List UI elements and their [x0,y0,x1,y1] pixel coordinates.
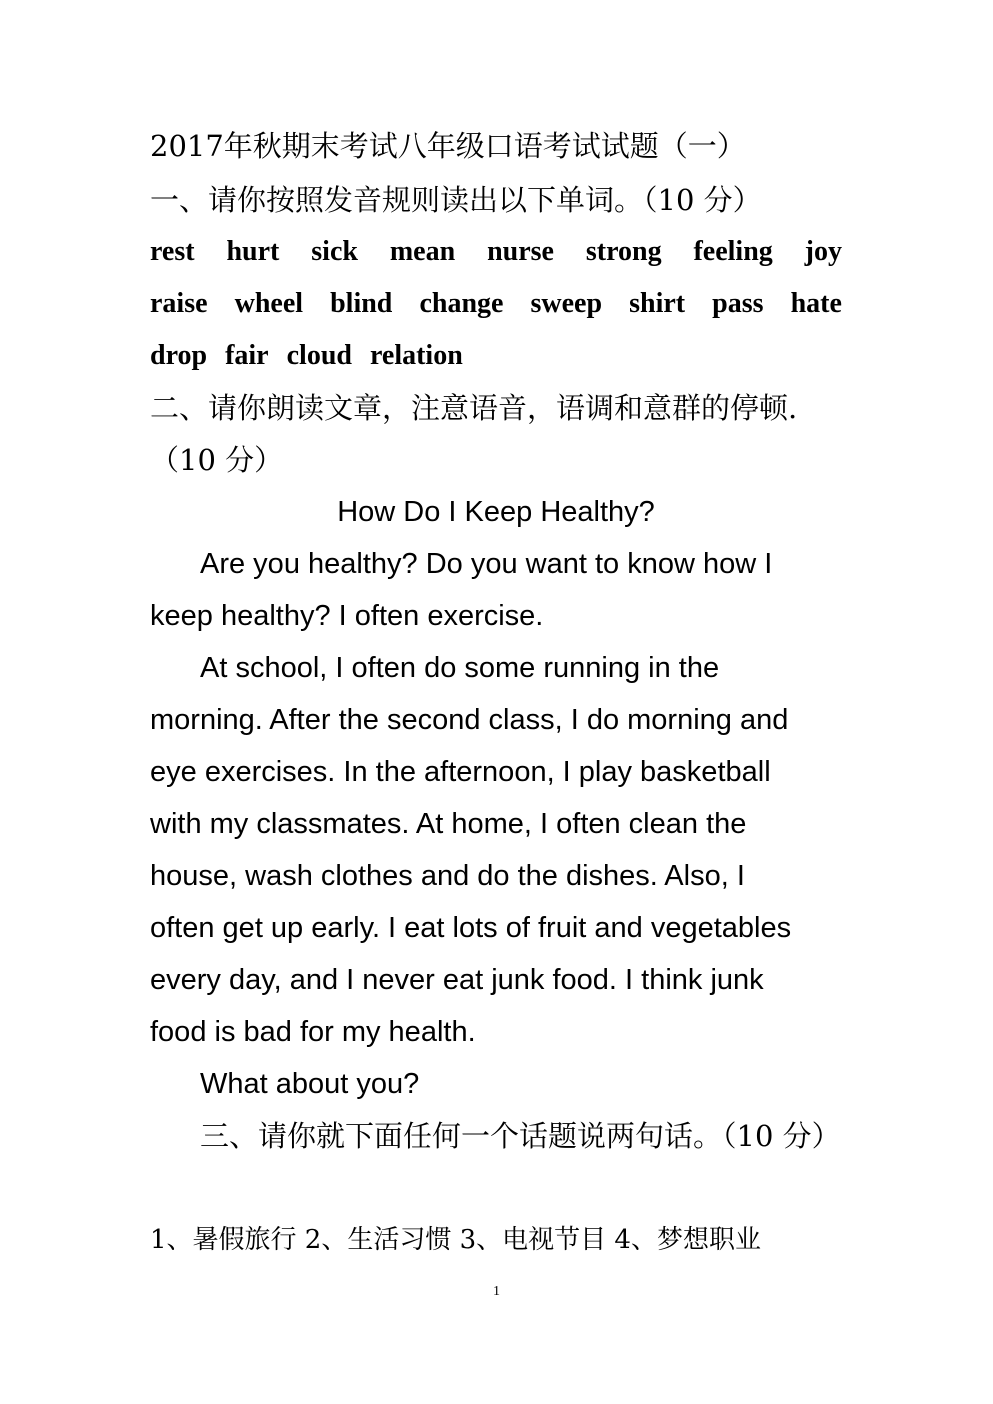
word: joy [804,236,842,267]
word: hurt [226,236,280,267]
word: change [419,288,504,319]
word: sweep [530,288,603,319]
passage-line: eye exercises. In the afternoon, I play basketball [150,756,771,788]
word: mean [389,236,456,267]
passage-line: keep healthy? I often exercise. [150,600,544,632]
passage-line: At school, I often do some running in the [200,652,720,684]
passage-title: How Do I Keep Healthy? [337,496,655,528]
section3-topics: 1、暑假旅行 2、生活习惯 3、电视节目 4、梦想职业 [150,1225,761,1255]
word: wheel [234,288,304,319]
section2-heading: 二、请你朗读文章，注意语音，语调和意群的停顿. [150,391,798,425]
word: shirt [629,288,686,319]
section2-score: （10 分） [150,443,284,477]
word-row-3 [150,336,842,376]
word: hate [790,288,842,319]
word: raise [150,288,208,319]
passage-line: house, wash clothes and do the dishes. Also, I [150,860,745,892]
word-row-1 [150,232,842,272]
word: strong [585,236,662,267]
word: relation [369,340,463,371]
passage-line: every day, and I never eat junk food. I think junk [150,964,764,996]
section3-heading: 三、请你就下面任何一个话题说两句话。（10 分） [200,1119,841,1153]
word: fair [225,340,269,371]
passage-line: often get up early. I eat lots of fruit and vegetables [150,912,792,944]
section1-heading: 一、请你按照发音规则读出以下单词。（10 分） [150,183,762,217]
word: cloud [286,340,352,371]
word: drop [150,340,208,371]
page-title: 2017年秋期末考试八年级口语考试试题（一） [150,129,746,163]
word-row-2 [150,284,842,324]
word: rest [150,236,195,267]
word: blind [330,288,393,319]
passage-line: with my classmates. At home, I often clean the [150,808,747,840]
word: pass [712,288,764,319]
word: sick [311,236,358,267]
word: nurse [487,236,554,267]
passage-line: morning. After the second class, I do morning and [150,704,789,736]
passage-line: What about you? [200,1068,420,1100]
word: feeling [693,236,773,267]
passage-line: Are you healthy? Do you want to know how I [200,548,773,580]
passage-line: food is bad for my health. [150,1016,476,1048]
page-number: 1 [493,1284,500,1299]
